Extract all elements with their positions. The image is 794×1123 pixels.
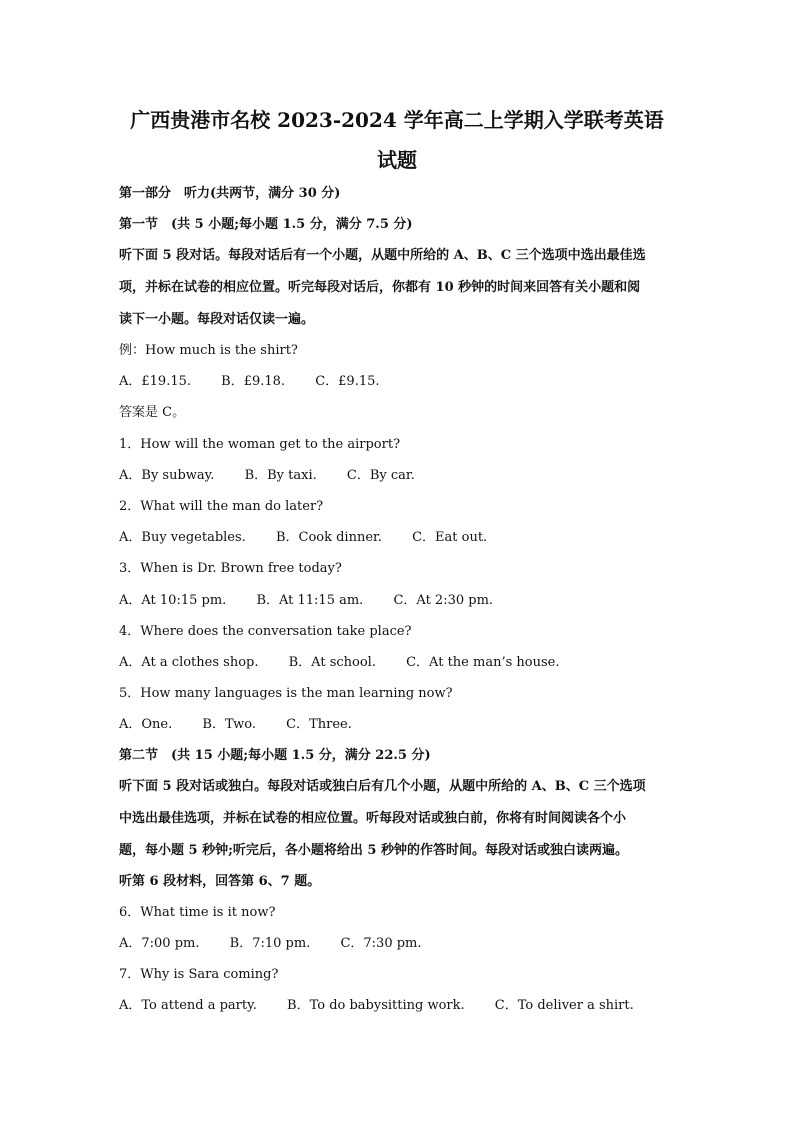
option-b: B．£9.18.: [221, 374, 286, 389]
question-options: [119, 469, 679, 484]
instruction-line: 读下一小题。每段对话仅读一遍。: [119, 312, 315, 327]
option-c: C．Eat out.: [412, 530, 488, 545]
option-a: A．By subway.: [119, 468, 215, 483]
option-b: B．Cook dinner.: [275, 530, 382, 545]
part-heading: 第一部分 听力(共两节，满分 30 分): [119, 186, 341, 201]
option-b: B．Two.: [202, 717, 257, 732]
exam-title: 广西贵港市名校 2023-2024 学年高二上学期入学联考英语: [130, 108, 664, 132]
option-a: A．At 10:15 pm.: [119, 593, 227, 608]
instruction-line: 听下面 5 段对话或独白。每段对话或独白后有几个小题，从题中所给的 A、B、C 三个选项: [119, 779, 646, 794]
option-c: C．£9.15.: [315, 374, 380, 389]
instruction-line: 项，并标在试卷的相应位置。听完每段对话后，你都有 10 秒钟的时间来回答有关小题和阅: [119, 280, 641, 295]
option-a: A．One.: [119, 717, 173, 732]
question-text: 3．When is Dr. Brown free today?: [119, 561, 342, 576]
option-b: B．By taxi.: [244, 468, 317, 483]
instruction-line: 题，每小题 5 秒钟;听完后，各小题将给出 5 秒钟的作答时间。每段对话或独白读两遍。: [119, 843, 628, 858]
example-answer: 答案是 C。: [119, 405, 186, 420]
instruction-line: 中选出最佳选项，并标在试卷的相应位置。听每段对话或独白前，你将有时间阅读各个小: [119, 811, 627, 826]
question-options: [119, 594, 679, 609]
instruction-line: 听下面 5 段对话。每段对话后有一个小题，从题中所给的 A、B、C 三个选项中选出最佳选: [119, 248, 646, 263]
option-c: C．At 2:30 pm.: [393, 593, 494, 608]
question-text: 1．How will the woman get to the airport?: [119, 437, 401, 452]
option-c: C．7:30 pm.: [340, 936, 422, 951]
question-options: [119, 718, 679, 733]
exam-title-continued: 试题: [377, 148, 417, 172]
material-note: 听第 6 段材料，回答第 6、7 题。: [119, 874, 321, 889]
example-question: 例：How much is the shirt?: [119, 343, 298, 358]
option-a: A．To attend a party.: [119, 998, 257, 1013]
option-b: B．7:10 pm.: [229, 936, 311, 951]
option-b: B．At 11:15 am.: [256, 593, 364, 608]
question-text: 7．Why is Sara coming?: [119, 967, 279, 982]
section-heading: 第一节 (共 5 小题;每小题 1.5 分，满分 7.5 分): [119, 217, 413, 232]
option-b: B．At school.: [288, 655, 376, 670]
question-text: 4．Where does the conversation take place?: [119, 624, 412, 639]
question-text: 6．What time is it now?: [119, 905, 276, 920]
question-text: 2．What will the man do later?: [119, 499, 324, 514]
example-options: [119, 375, 679, 390]
option-a: A．At a clothes shop.: [119, 655, 259, 670]
option-c: C．By car.: [346, 468, 415, 483]
section-heading: 第二节 (共 15 小题;每小题 1.5 分，满分 22.5 分): [119, 748, 431, 763]
question-options: [119, 656, 679, 671]
option-a: A．Buy vegetables.: [119, 530, 246, 545]
option-a: A．7:00 pm.: [119, 936, 200, 951]
question-text: 5．How many languages is the man learning now?: [119, 686, 453, 701]
option-c: C．At the man’s house.: [406, 655, 560, 670]
option-b: B．To do babysitting work.: [287, 998, 465, 1013]
option-a: A．£19.15.: [119, 374, 192, 389]
question-options: [119, 937, 679, 952]
question-options: [119, 531, 679, 546]
option-c: C．Three.: [286, 717, 352, 732]
option-c: C．To deliver a shirt.: [494, 998, 634, 1013]
question-options: [119, 999, 679, 1014]
